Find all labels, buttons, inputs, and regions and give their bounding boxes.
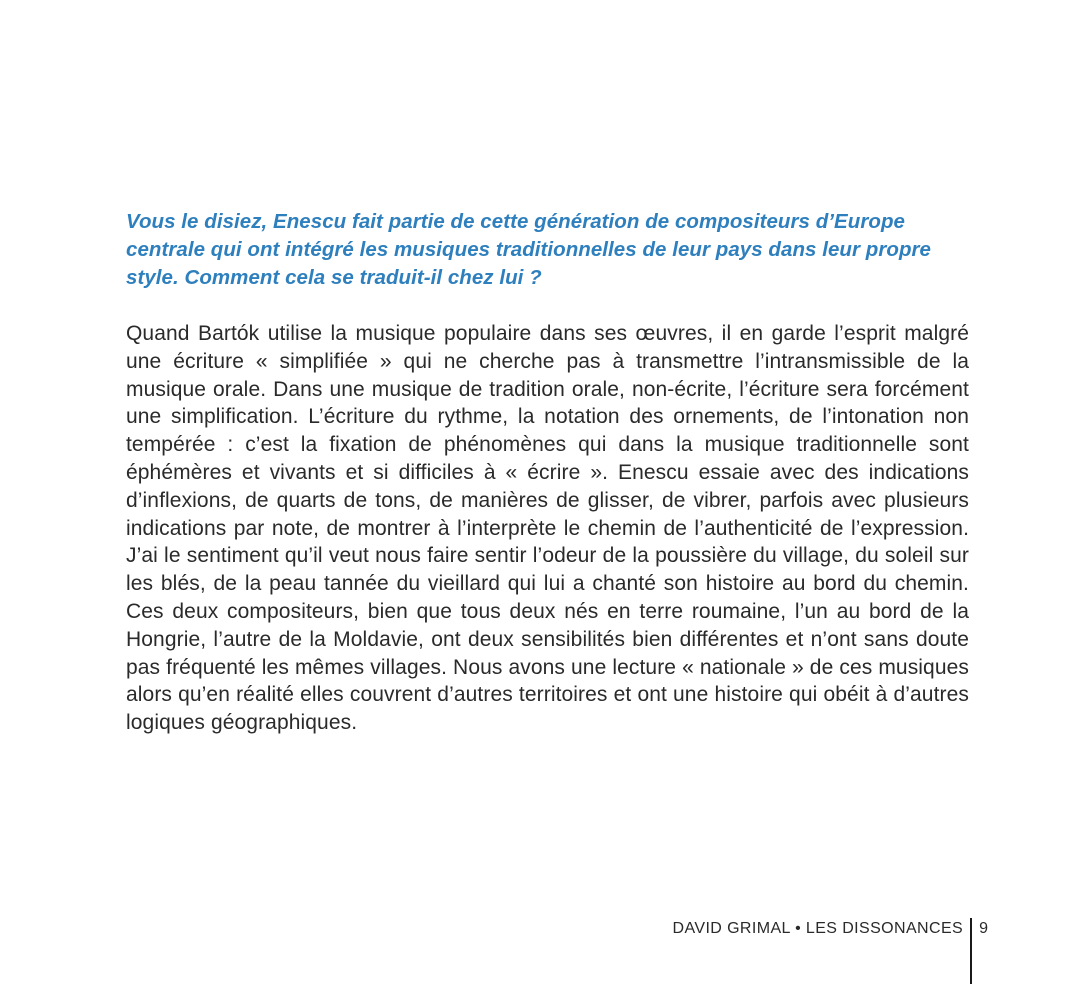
interview-question: Vous le disiez, Enescu fait partie de cette génération de compositeurs d’Europe centrale qui ont intégré les musiques traditionnelles de leur pays dans leur propre style. Comment cela se traduit-il chez lui ? <box>126 210 931 289</box>
main-content <box>126 208 969 737</box>
page-footer <box>673 918 988 984</box>
page-number: 9 <box>979 920 988 937</box>
running-title: DAVID GRIMAL • LES DISSONANCES <box>672 920 964 937</box>
interview-answer: Quand Bartók utilise la musique populaire dans ses œuvres, il en garde l’esprit malgré une écriture « simplifiée » qui ne cherche pas à transmettre l’intransmissible de la musique orale. Dans une musique de tradition orale, non-écrite, l’écriture sera forcément une simplification. L’écriture du rythme, la notation des ornements, de l’intonation non tempérée : c’est la fixation de phénomènes qui dans la musique traditionnelle sont éphémères et vivants et si difficiles à « écrire ». Enescu essaie avec des indications d’inflexions, de quarts de tons, de manières de glisser, de vibrer, parfois avec plusieurs indications par note, de montrer à l’interprète le chemin de l’authenticité de l’expression. J’ai le sentiment qu’il veut nous faire sentir l’odeur de la poussière du village, du soleil sur les blés, de la peau tannée du vieillard qui lui a chanté son histoire au bord du chemin. Ces deux compositeurs, bien que tous deux nés en terre roumaine, l’un au bord de la Hongrie, l’autre de la Moldavie, ont deux sensibilités bien différentes et n’ont sans doute pas fréquenté les mêmes villages. Nous avons une lecture « nationale » de ces musiques alors qu’en réalité elles couvrent d’autres territoires et ont une histoire qui obéit à d’autres logiques géographiques. <box>126 322 969 735</box>
